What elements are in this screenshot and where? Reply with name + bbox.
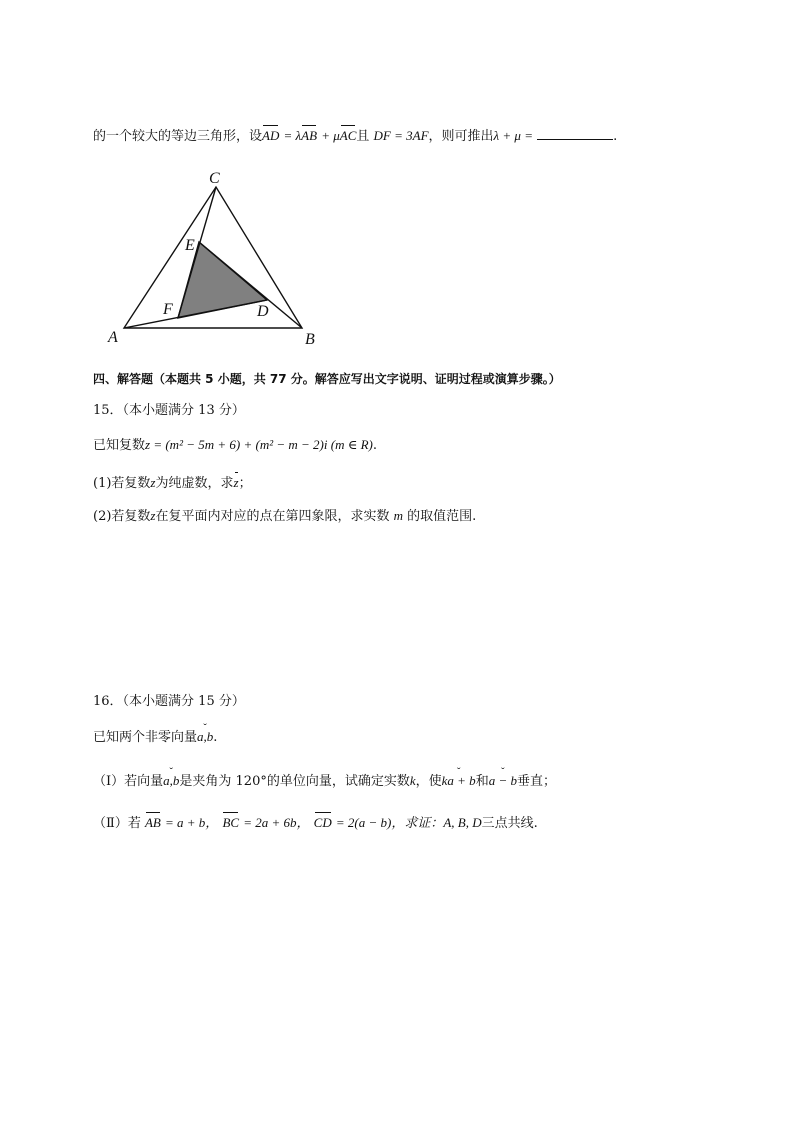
q16-p1-k: k xyxy=(409,773,416,788)
q15-formula: z = (m² − 5m + 6) + (m² − m − 2)i (m ∈ R) xyxy=(145,437,373,452)
q16-stem-vecs: ˇ a,b xyxy=(197,728,213,746)
q15-p1-end: ； xyxy=(238,476,252,491)
q16-p1-expr2: ˇ a − b xyxy=(489,772,517,790)
q16-stem-prefix: 已知两个非零向量 xyxy=(93,730,198,745)
q15-p2-end: 的取值范围. xyxy=(407,509,477,524)
q16-p1-prefix: （Ⅰ）若向量 xyxy=(93,774,164,789)
q16-p2-BC: BC xyxy=(222,815,240,830)
intro-and: 且 xyxy=(356,129,370,144)
q15-p1-mid: 为纯虚数，求 xyxy=(155,476,234,491)
q16-p2-CD-val: = 2(a − b)，求证： xyxy=(335,815,444,830)
q15-p1-prefix: (1)若复数 xyxy=(93,476,151,491)
q15-p2-prefix: (2)若复数 xyxy=(93,509,151,524)
q15-p1-z: z xyxy=(150,475,156,490)
q16-p2-points: A, B, D xyxy=(443,815,482,830)
q15-number: 15．（本小题满分 13 分） xyxy=(93,403,245,418)
intro-plus-mu: + μ xyxy=(321,128,340,143)
q16-number: 16．（本小题满分 15 分） xyxy=(93,694,245,709)
intro-eq1: = λ xyxy=(283,128,302,143)
label-F: F xyxy=(163,301,173,318)
q15-p2-m: m xyxy=(393,508,404,523)
q16-p1-vecs: ˇ a,b xyxy=(163,772,179,790)
q16-p1-end: 垂直； xyxy=(516,774,556,789)
vector-AD: AD xyxy=(262,128,280,143)
q16-p1-and: 和 xyxy=(475,774,489,789)
q16-stem xyxy=(93,728,217,747)
intro-condition: DF = 3AF xyxy=(373,128,429,143)
q15-p2-z: z xyxy=(150,508,156,523)
q16-p1-mid: 是夹角为 120°的单位向量，试确定实数 xyxy=(179,774,410,789)
intro-comma: ，则可推出 xyxy=(428,129,494,144)
label-C: C xyxy=(209,170,220,187)
q16-p2-prefix: （Ⅱ）若 xyxy=(93,816,141,831)
q16-p2-BC-val: = 2a + 6b， xyxy=(243,815,310,830)
label-D: D xyxy=(257,303,269,320)
q16-p2-end: 三点共线. xyxy=(481,816,538,831)
q16-stem-end: . xyxy=(213,730,218,745)
label-E: E xyxy=(185,237,195,254)
intro-line xyxy=(93,127,617,146)
vector-AB: AB xyxy=(301,128,318,143)
triangle-figure xyxy=(105,165,335,350)
q15-part2 xyxy=(93,507,476,526)
section-4-title: 四、解答题（本题共 5 小题，共 77 分。解答应写出文字说明、证明过程或演算步骤。） xyxy=(93,372,561,386)
q16-p2-AB: AB xyxy=(144,815,161,830)
intro-prefix: 的一个较大的等边三角形，设 xyxy=(93,129,263,144)
q15-p2-mid: 在复平面内对应的点在第四象限，求实数 xyxy=(155,509,390,524)
q16-p1-mid2: ，使 xyxy=(415,774,442,789)
intro-end: . xyxy=(613,129,618,144)
label-A: A xyxy=(108,329,118,346)
q16-p2-CD: CD xyxy=(313,815,332,830)
intro-ask: λ + μ = xyxy=(493,128,533,143)
q15-part1 xyxy=(93,474,252,493)
vector-AC: AC xyxy=(339,128,357,143)
q16-p2-AB-val: = a + b， xyxy=(165,815,219,830)
q15-p1-zbar: z xyxy=(233,475,239,490)
q16-p1-expr1: ˇ ka + b xyxy=(442,772,476,790)
q15-stem xyxy=(93,436,377,455)
q16-part2 xyxy=(93,814,538,833)
q16-part1 xyxy=(93,772,556,791)
q15-stem-prefix: 已知复数 xyxy=(93,438,146,453)
answer-blank xyxy=(537,127,613,140)
q15-stem-end: . xyxy=(372,438,377,453)
label-B: B xyxy=(305,331,315,348)
